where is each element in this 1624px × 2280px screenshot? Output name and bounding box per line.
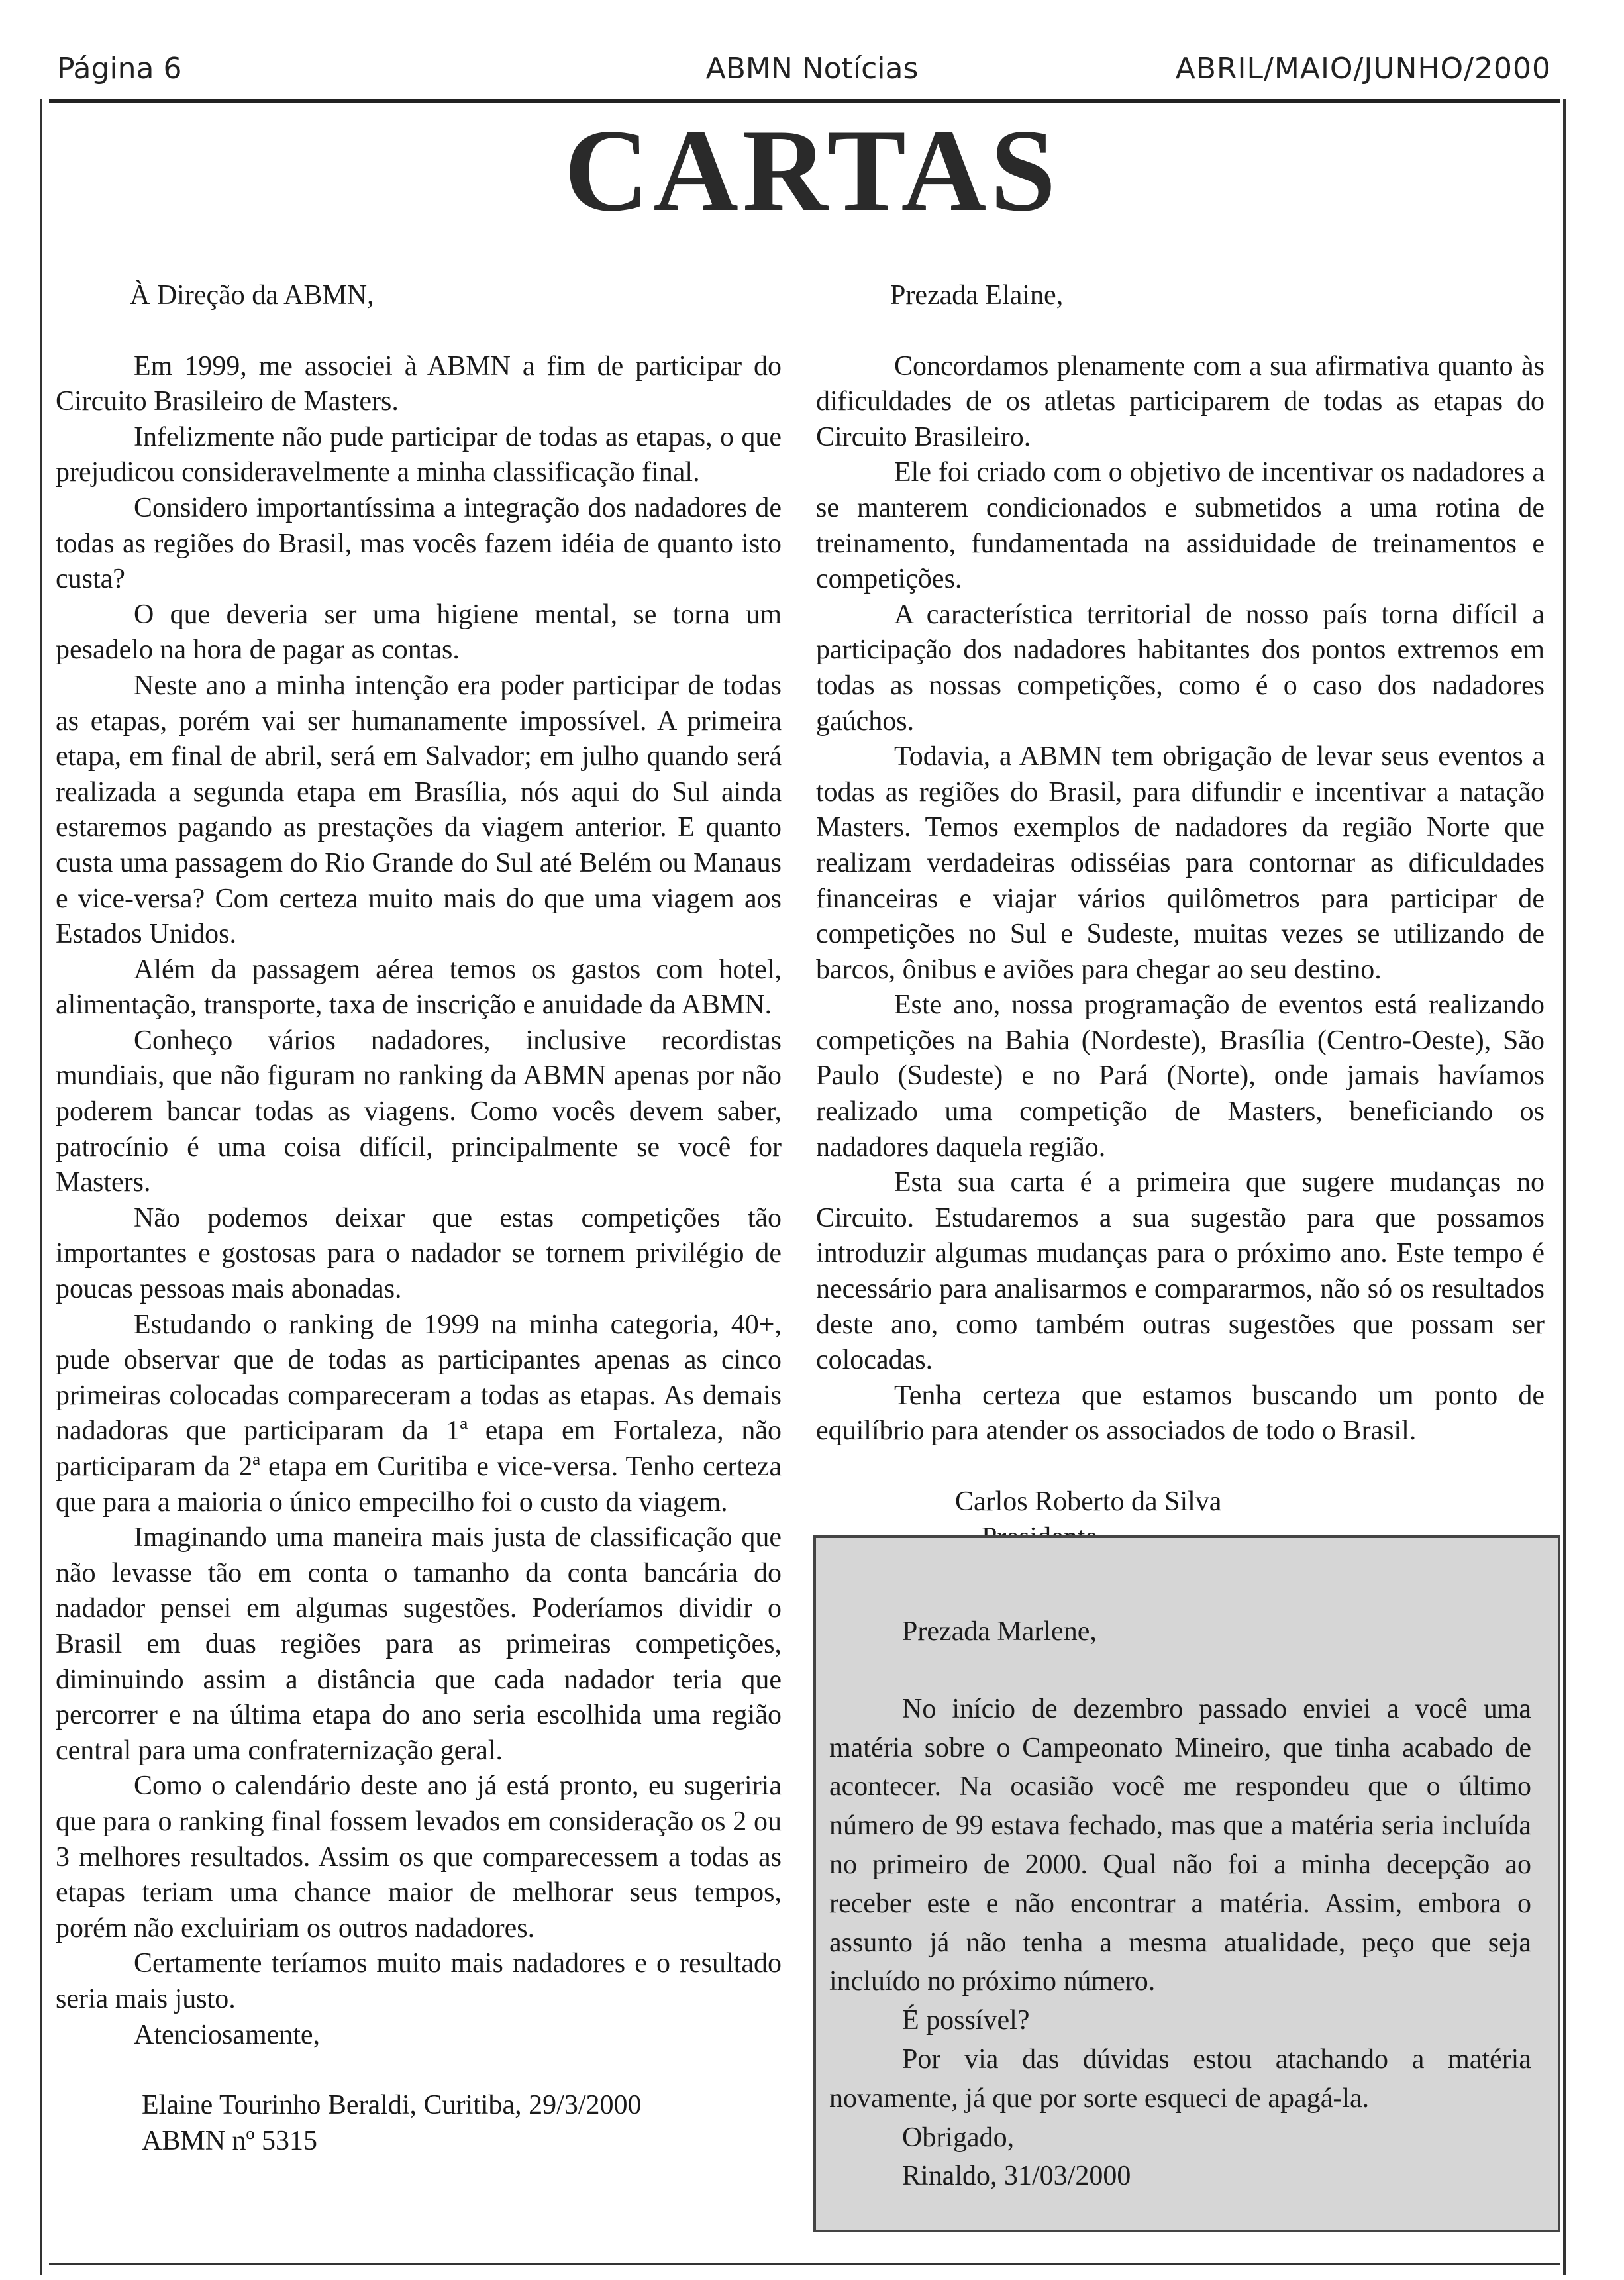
letter-paragraph: Como o calendário deste ano já está pronto, eu sugeriria que para o ranking final fossem levados em consideração os 2 ou 3 melhores resultados. Assim os que comparecessem a todas as etapas teriam uma chance maior de melhorar seus tempos, porém não excluiriam os outros nadadores. [56, 1771, 782, 1943]
reply-paragraph: Concordamos plenamente com a sua afirmativa quanto às dificuldades de os atletas participarem de todas as etapas do Circuito Brasileiro. [816, 350, 1545, 452]
reply-letter [816, 278, 1545, 1555]
letter-paragraph: Certamente teríamos muito mais nadadores e o resultado seria mais justo. [56, 1948, 782, 2014]
reply-paragraph: Todavia, a ABMN tem obrigação de levar seus eventos a todas as regiões do Brasil, para difundir e incentivar a natação Masters. Temos exemplos de nadadores da região Norte que realizam verdadeiras odisséias para contornar as dificuldades financeiras e viajar vários quilômetros para participar de competições no Sul e Sudeste, muitas vezes se utilizando de barcos, ônibus e aviões para chegar ao seu destino. [816, 741, 1545, 985]
letter-salutation: À Direção da ABMN, [130, 280, 374, 311]
page-number: Página 6 [57, 52, 182, 85]
letter-paragraph: Não podemos deixar que estas competições tão importantes e gostosas para o nadador se tornem privilégio de poucas pessoas mais abonadas. [56, 1202, 782, 1305]
header-rule [49, 99, 1560, 103]
reply-signature-name: Carlos Roberto da Silva [955, 1486, 1222, 1517]
reply-paragraph: Tenha certeza que estamos buscando um ponto de equilíbrio para atender os associados de todo o Brasil. [816, 1380, 1545, 1447]
boxed-paragraph: É possível? [902, 2005, 1030, 2036]
boxed-letter [813, 1535, 1560, 2232]
boxed-paragraph: No início de dezembro passado enviei a você uma matéria sobre o Campeonato Mineiro, que tinha acabado de acontecer. Na ocasião você me respondeu que o último número de 99 estava fechado, mas que a matéria seria incluída no primeiro de 2000. Qual não foi a minha decepção ao receber este e não encontrar a matéria. Assim, embora o assunto já não tenha a mesma atualidade, peço que seja incluído no próximo número. [829, 1693, 1531, 1997]
reader-letter [56, 278, 782, 2159]
reply-paragraph: Este ano, nossa programação de eventos está realizando competições na Bahia (Nordeste), Brasília (Centro-Oeste), São Paulo (Sudeste) e no Pará (Norte), onde jamais havíamos realizado uma competição de Masters, beneficiando os nadadores daquela região. [816, 990, 1545, 1163]
boxed-salutation: Prezada Marlene, [902, 1616, 1097, 1647]
letter-paragraph: Em 1999, me associei à ABMN a fim de participar do Circuito Brasileiro de Masters. [56, 350, 782, 417]
publication-name: ABMN Notícias [705, 52, 919, 85]
letter-paragraph: O que deveria ser uma higiene mental, se torna um pesadelo na hora de pagar as contas. [56, 599, 782, 666]
reply-paragraph: Ele foi criado com o objetivo de incentivar os nadadores a se manterem condicionados e submetidos a uma rotina de treinamento, fundamentada na assiduidade de treinamentos e competições. [816, 457, 1545, 595]
member-number: ABMN nº 5315 [142, 2125, 318, 2156]
letter-paragraph: Considero importantíssima a integração dos nadadores de todas as regiões do Brasil, mas vocês fazem idéia de quanto isto custa? [56, 492, 782, 595]
reply-salutation: Prezada Elaine, [890, 280, 1064, 311]
section-title: CARTAS [564, 105, 1060, 236]
letter-paragraph: Estudando o ranking de 1999 na minha categoria, 40+, pude observar que de todas as participantes apenas as cinco primeiras colocadas compareceram a todas as etapas. As demais nadadoras que participaram da 1ª etapa em Fortaleza, não participaram da 2ª etapa em Curitiba e vice-versa. Tenho certeza que para a maioria o único empecilho foi o custo da viagem. [56, 1309, 782, 1518]
reply-paragraph: A característica territorial de nosso país torna difícil a participação dos nadadores habitantes dos pontos extremos em todas as nossas competições, como é o caso dos nadadores gaúchos. [816, 599, 1545, 737]
letter-paragraph: Além da passagem aérea temos os gastos com hotel, alimentação, transporte, taxa de inscrição e anuidade da ABMN. [56, 954, 782, 1021]
boxed-signature: Rinaldo, 31/03/2000 [902, 2161, 1131, 2192]
issue-date: ABRIL/MAIO/JUNHO/2000 [1175, 52, 1551, 85]
letter-signature: Elaine Tourinho Beraldi, Curitiba, 29/3/2000 [142, 2090, 642, 2121]
letter-paragraph: Neste ano a minha intenção era poder participar de todas as etapas, porém vai ser humanamente impossível. A primeira etapa, em final de abril, será em Salvador; em julho quando será realizada a segunda etapa em Brasília, nós aqui do Sul ainda estaremos pagando as prestações da viagem anterior. E quanto custa uma passagem do Rio Grande do Sul até Belém ou Manaus e vice-versa? Com certeza muito mais do que uma viagem aos Estados Unidos. [56, 670, 782, 950]
letter-closing: Atenciosamente, [134, 2019, 321, 2050]
right-border [1563, 99, 1566, 2275]
boxed-paragraph: Por via das dúvidas estou atachando a matéria novamente, já que por sorte esqueci de apagá-la. [829, 2044, 1531, 2114]
left-border [40, 99, 42, 2275]
letter-paragraph: Imaginando uma maneira mais justa de classificação que não levasse tão em conta o tamanho da conta bancária do nadador pensei em algumas sugestões. Poderíamos dividir o Brasil em duas regiões para as primeiras competições, diminuindo assim a distância que cada nadador teria que percorrer e na última etapa do ano seria escolhida uma região central para uma confraternização geral. [56, 1522, 782, 1766]
letter-paragraph: Conheço vários nadadores, inclusive recordistas mundiais, que não figuram no ranking da ABMN apenas por não poderem bancar todas as viagens. Como vocês devem saber, patrocínio é uma coisa difícil, principalmente se você for Masters. [56, 1025, 782, 1198]
letter-signature-block [56, 2088, 782, 2159]
letter-paragraph: Infelizmente não pude participar de todas as etapas, o que prejudicou consideravelmente a minha classificação final. [56, 421, 782, 488]
reply-paragraph: Esta sua carta é a primeira que sugere mudanças no Circuito. Estudaremos a sua sugestão para que possamos introduzir algumas mudanças para o próximo ano. Este tempo é necessário para analisarmos e compararmos, não só os resultados deste ano, como também outras sugestões que possam ser colocadas. [816, 1167, 1545, 1376]
boxed-paragraph: Obrigado, [902, 2122, 1015, 2153]
footer-rule [49, 2263, 1560, 2265]
